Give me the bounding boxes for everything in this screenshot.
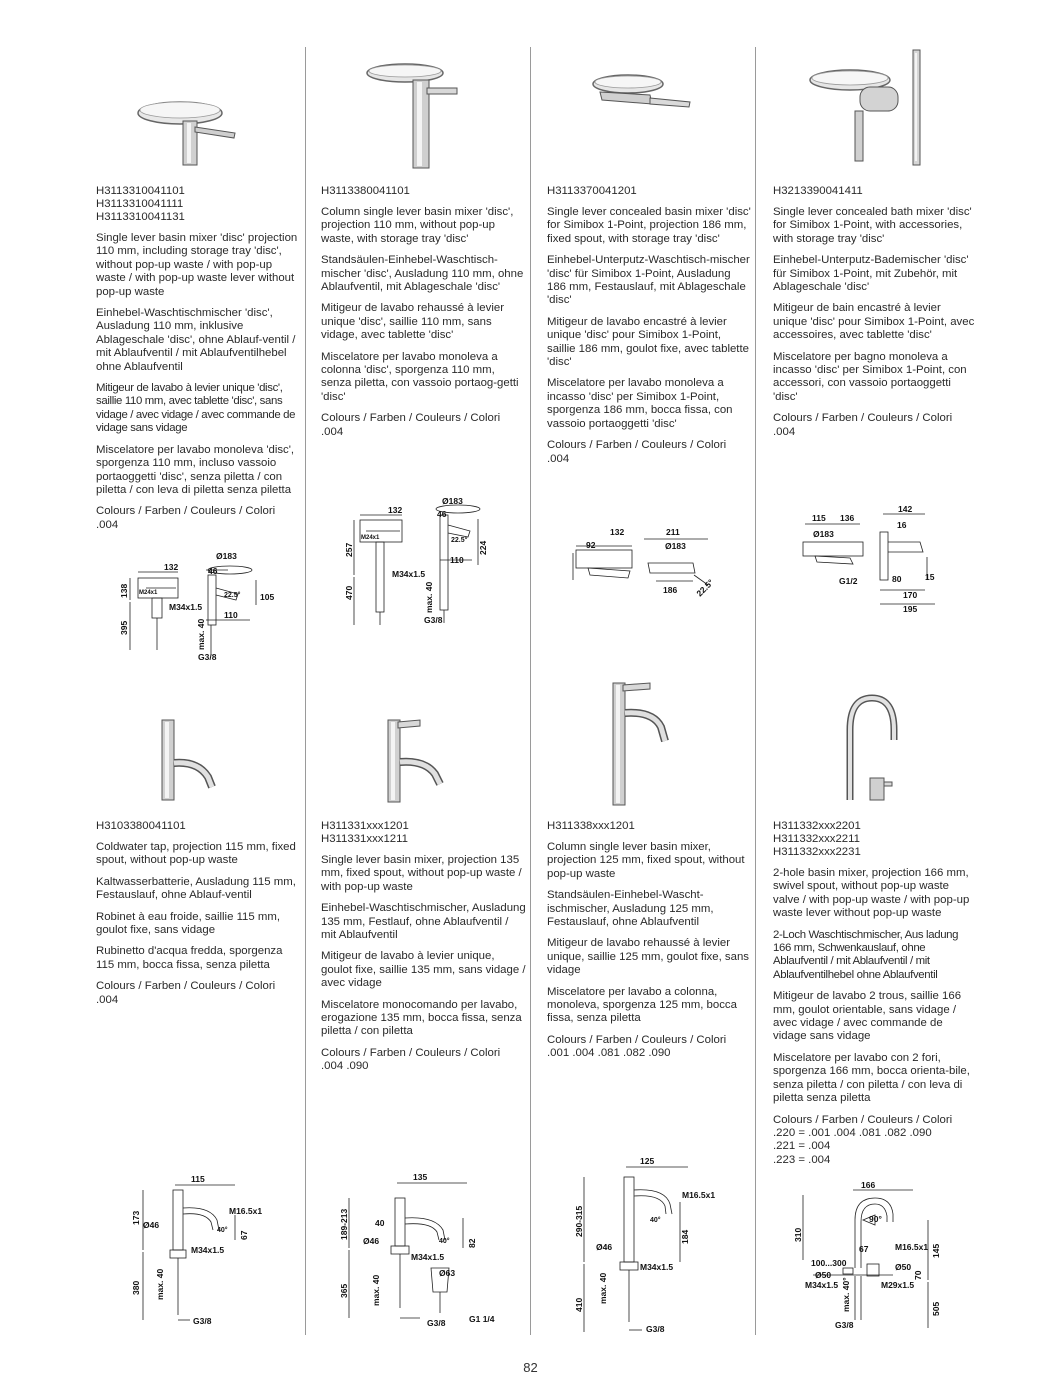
dim-label: G3/8 (193, 1316, 212, 1326)
product-codes (96, 185, 301, 224)
column-divider (305, 695, 306, 1335)
dim-label: 15 (925, 572, 935, 582)
dim-label: Ø183 (813, 529, 834, 539)
dim-label: 110 (450, 555, 464, 565)
technical-drawing (335, 1168, 510, 1338)
dim-label: M34x1.5 (392, 569, 426, 579)
dim-label: max. 40 (371, 1274, 381, 1306)
dim-label: 189-213 (339, 1208, 349, 1240)
desc-en: Single lever concealed bath mixer 'disc' for Simibox 1-Point, with accessories, with storage tray 'disc' (773, 206, 972, 245)
dim-label: 380 (131, 1280, 141, 1295)
dim-label: Ø183 (216, 551, 237, 561)
dim-label: max. 40 (155, 1268, 165, 1300)
dim-label: Ø46 (596, 1242, 613, 1252)
colours (547, 439, 752, 466)
product-description (321, 185, 526, 439)
dim-label: 310 (793, 1227, 803, 1242)
desc-de: Standsäulen-Einhebel-Waschtisch-mischer 'disc', Ausladung 110 mm, ohne Ablaufventil, mit Ablageschale 'disc' (321, 254, 524, 294)
desc-de: Einhebel-Waschtischmischer, Ausladung 135 mm, Festlauf, ohne Ablaufventil / mit Ablaufventil (321, 902, 526, 942)
dim-label: 92 (586, 540, 596, 550)
dim-label: 505 (931, 1301, 941, 1316)
dim-label: 290-315 (574, 1205, 584, 1237)
product-image-2-hole-basin-mixer (840, 690, 920, 805)
desc-en: Single lever basin mixer 'disc' projection 110 mm, including storage tray 'disc', without pop-up waste / with pop-up waste / with pop-up waste lever without pop-up waste (96, 232, 298, 298)
dim-label: 110 (224, 610, 238, 620)
product-image-disc-basin-mixer (135, 95, 245, 170)
desc-de: 2-Loch Waschtischmischer, Aus ladung 166 mm, Schwenkauslauf, ohne Ablaufventil / mit Ablaufventil / mit Ablaufventilhebel ohne Ablaufventil (773, 928, 959, 981)
dim-label: 16 (897, 520, 907, 530)
product-codes (773, 185, 978, 198)
colours (773, 1114, 978, 1168)
colours-label: Colours / Farben / Couleurs / Colori (321, 1046, 501, 1059)
colours (321, 1047, 526, 1074)
colours-label: Colours / Farben / Couleurs / Colori (547, 439, 727, 452)
dim-label: 135 (413, 1172, 428, 1182)
dim-label: 257 (344, 542, 354, 557)
dim-label: 80 (892, 574, 902, 584)
desc-de: Kaltwasserbatterie, Ausladung 115 mm, Festauslauf, ohne Ablauf-ventil (96, 875, 296, 902)
desc-en: Single lever basin mixer, projection 135 mm, fixed spout, without pop-up waste / with pop-up waste (321, 854, 522, 893)
technical-drawing (125, 1170, 275, 1335)
product-description (547, 185, 752, 466)
product-code: H3113370041201 (547, 185, 637, 197)
dim-label: G3/8 (198, 652, 217, 662)
dim-label: G3/8 (427, 1318, 446, 1328)
colours-label: Colours / Farben / Couleurs / Colori (321, 412, 501, 425)
desc-de: Standsäulen-Einhebel-Wascht-ischmischer, Ausladung 125 mm, Festauslauf, ohne Ablaufventil (547, 889, 714, 929)
dim-label: 136 (840, 513, 855, 523)
dim-label: Ø46 (143, 1220, 160, 1230)
dim-label: max. 40 (196, 618, 206, 650)
colours (773, 412, 978, 439)
colour-codes: .223 = .004 (773, 1153, 831, 1166)
dim-label: 90° (869, 1214, 882, 1224)
dim-label: Ø183 (665, 541, 686, 551)
technical-drawing (795, 502, 945, 617)
column-divider (755, 47, 756, 695)
dim-label: 132 (164, 562, 179, 572)
desc-fr: Mitigeur de lavabo rehaussé à levier unique, saillie 125 mm, goulot fixe, sans vidage (547, 937, 749, 977)
dim-label: M34x1.5 (191, 1245, 225, 1255)
colours (96, 505, 301, 532)
product-code: H311332xxx2201 (773, 820, 861, 832)
dim-label: 145 (931, 1243, 941, 1258)
desc-fr: Mitigeur de bain encastré à levier unique 'disc' pour Simibox 1-Point, avec accessoires, avec tablette 'disc' (773, 302, 975, 342)
dim-label: 40 (375, 1218, 385, 1228)
dim-label: M34x1.5 (169, 602, 203, 612)
dim-label: 67 (239, 1230, 249, 1240)
dim-label: M24x1 (361, 535, 380, 541)
product-description (547, 820, 752, 1061)
product-code: H3113310041101 (96, 185, 185, 197)
dim-label: 410 (574, 1297, 584, 1312)
dim-label: 470 (344, 585, 354, 600)
dim-label: 138 (119, 583, 129, 598)
desc-it: Miscelatore per lavabo monoleva a colonna 'disc', sporgenza 110 mm, senza piletta, con vassoio portaog-getti 'disc' (321, 350, 519, 403)
product-code: H311332xxx2211 (773, 833, 860, 845)
colours-label: Colours / Farben / Couleurs / Colori (547, 1033, 727, 1046)
dim-label: 40° (650, 1217, 661, 1224)
dim-label: max. 40 (598, 1272, 608, 1304)
dim-label: 173 (131, 1210, 141, 1225)
product-codes (773, 820, 978, 859)
colour-codes: .004 (547, 452, 570, 465)
dim-label: M34x1.5 (411, 1252, 445, 1262)
dim-label: 186 (663, 585, 678, 595)
dim-label: 46 (208, 566, 218, 576)
product-codes (96, 820, 301, 833)
dim-label: 395 (119, 620, 129, 635)
colours-label: Colours / Farben / Couleurs / Colori (773, 412, 953, 425)
colour-codes: .004 (773, 425, 796, 438)
dim-label: 40° (439, 1238, 450, 1245)
dim-label: G1/2 (839, 576, 858, 586)
desc-it: Miscelatore per lavabo con 2 fori, sporgenza 166 mm, bocca orienta-bile, senza piletta / con piletta / con leva di piletta senza piletta (773, 1051, 970, 1105)
column-divider (305, 47, 306, 695)
column-divider (530, 695, 531, 1335)
product-description (96, 820, 301, 1007)
product-code: H3103380041101 (96, 820, 186, 832)
dim-label: max. 40° (841, 1277, 851, 1312)
colours-label: Colours / Farben / Couleurs / Colori (773, 1113, 953, 1126)
colours (547, 1034, 752, 1061)
dim-label: 195 (903, 604, 918, 614)
product-codes (321, 820, 526, 846)
dim-label: M34x1.5 (640, 1262, 674, 1272)
colour-codes: .220 = .001 .004 .081 .082 .090 (773, 1126, 932, 1139)
dim-label: Ø183 (442, 496, 463, 506)
dim-label: 132 (388, 505, 403, 515)
desc-it: Miscelatore per lavabo monoleva a incasso 'disc' per Simibox 1-Point, sporgenza 186 mm, bocca fissa, con vassoio portaoggetti 'disc' (547, 377, 733, 430)
desc-en: 2-hole basin mixer, projection 166 mm, swivel spout, without pop-up waste valve / with pop-up waste / with pop-up waste lever without pop-up waste (773, 867, 970, 920)
product-description (321, 820, 526, 1074)
product-codes (321, 185, 526, 198)
dim-label: 125 (640, 1156, 655, 1166)
colour-codes: .004 (321, 425, 344, 438)
product-description (96, 185, 301, 532)
product-image-disc-concealed-bath-mixer (805, 45, 935, 170)
technical-drawing (340, 495, 505, 630)
dim-label: G3/8 (835, 1320, 854, 1330)
dim-label: 82 (467, 1238, 477, 1248)
desc-fr: Mitigeur de lavabo 2 trous, saillie 166 mm, goulot orientable, sans vidage / avec vidage / avec commande de vidage sans vidage (773, 990, 962, 1043)
desc-de: Einhebel-Unterputz-Bademischer 'disc' für Simibox 1-Point, mit Zubehör, mit Ablageschale 'disc' (773, 254, 969, 294)
colours-label: Colours / Farben / Couleurs / Colori (96, 505, 276, 518)
dim-label: M24x1 (139, 590, 158, 596)
technical-drawing (570, 1152, 720, 1337)
dim-label: 224 (478, 540, 488, 555)
product-code: H311332xxx2231 (773, 846, 861, 858)
dim-label: max. 40 (424, 581, 434, 613)
desc-fr: Robinet à eau froide, saillie 115 mm, goulot fixe, sans vidage (96, 910, 281, 937)
desc-de: Einhebel-Waschtischmischer 'disc', Ausladung 110 mm, inklusive Ablageschale 'disc', ohne Ablauf-ventil / mit Ablaufventil / mit Ablaufventilhebel ohne Ablaufventil (96, 307, 296, 373)
desc-fr: Mitigeur de lavabo à levier unique 'disc', saillie 110 mm, avec tablette 'disc', sans vidage / avec vidage / avec commande de vidage sans vidage (96, 382, 296, 435)
desc-en: Column single lever basin mixer 'disc', projection 110 mm, without pop-up waste, with storage tray 'disc' (321, 206, 514, 245)
product-description (773, 820, 978, 1167)
dim-label: 70 (913, 1270, 923, 1280)
dim-label: 105 (260, 592, 275, 602)
desc-fr: Mitigeur de lavabo rehaussé à levier unique 'disc', saillie 110 mm, sans vidage, avec tablette 'disc' (321, 302, 504, 342)
product-code: H3213390041411 (773, 185, 863, 197)
product-image-column-basin-mixer-125 (605, 675, 685, 810)
dim-label: 100...300 (811, 1258, 847, 1268)
dim-label: 22.5° (694, 577, 716, 599)
dim-label: 132 (610, 527, 625, 537)
desc-fr: Mitigeur de lavabo encastré à levier unique 'disc' pour Simibox 1-Point, saillie 186 mm, goulot fixe, avec tablette 'disc' (547, 315, 749, 369)
dim-label: 142 (898, 504, 913, 514)
dim-label: 115 (191, 1174, 205, 1184)
colours (321, 412, 526, 439)
product-image-disc-concealed-basin-mixer (590, 70, 700, 115)
dim-label: 211 (666, 527, 680, 537)
product-image-coldwater-tap (150, 715, 230, 805)
dim-label: 166 (861, 1180, 876, 1190)
colours (96, 980, 301, 1007)
product-codes (547, 820, 752, 833)
dim-label: G1 1/4 (469, 1314, 495, 1324)
dim-label: 115 (812, 513, 826, 523)
technical-drawing (783, 1180, 953, 1335)
dim-label: Ø63 (439, 1268, 456, 1278)
technical-drawing (118, 550, 278, 665)
product-image-basin-mixer-135 (380, 712, 460, 807)
desc-en: Column single lever basin mixer, projection 125 mm, fixed spout, without pop-up waste (547, 841, 745, 880)
dim-label: M16.5x1 (895, 1242, 929, 1252)
dim-label: 22.5° (451, 537, 468, 544)
colour-codes: .001 .004 .081 .082 .090 (547, 1047, 671, 1060)
desc-it: Miscelatore per lavabo a colonna, monoleva, sporgenza 125 mm, bocca fissa, senza piletta (547, 985, 737, 1025)
desc-en: Single lever concealed basin mixer 'disc' for Simibox 1-Point, projection 186 mm, fixed spout, with storage tray 'disc' (547, 206, 751, 245)
dim-label: 67 (859, 1244, 869, 1254)
page-number: 82 (523, 1360, 538, 1375)
dim-label: Ø46 (363, 1236, 380, 1246)
dim-label: 40° (217, 1227, 228, 1234)
desc-it: Miscelatore per bagno monoleva a incasso 'disc' per Simibox 1-Point, con accessori, con vassoio portaoggetti 'disc' (773, 350, 967, 403)
dim-label: Ø50 (895, 1262, 912, 1272)
desc-it: Miscelatore per lavabo monoleva 'disc', sporgenza 110 mm, incluso vassoio portaoggetti 'disc', senza piletta / con piletta / con leva di piletta senza piletta (96, 443, 295, 496)
dim-label: G3/8 (424, 615, 443, 625)
dim-label: 22.5° (224, 592, 241, 599)
product-image-disc-column-mixer (365, 58, 475, 173)
dim-label: M29x1.5 (881, 1280, 915, 1290)
dim-label: M16.5x1 (682, 1190, 716, 1200)
product-code: H311331xxx1211 (321, 833, 408, 845)
desc-it: Miscelatore monocomando per lavabo, erogazione 135 mm, bocca fissa, senza piletta / con piletta (321, 998, 522, 1038)
dim-label: M16.5x1 (229, 1206, 263, 1216)
product-description (773, 185, 978, 439)
product-code: H3113380041101 (321, 185, 410, 197)
desc-fr: Mitigeur de lavabo à levier unique, goulot fixe, saillie 135 mm, sans vidage / avec vidage (321, 950, 526, 990)
product-codes (547, 185, 752, 198)
dim-label: 170 (903, 590, 918, 600)
desc-de: Einhebel-Unterputz-Waschtisch-mischer 'disc' für Simibox 1-Point, Ausladung 186 mm, Festauslauf, mit Ablageschale 'disc' (547, 254, 750, 307)
product-code: H3113310041131 (96, 211, 185, 223)
dim-label: M34x1.5 (805, 1280, 839, 1290)
dim-label: G3/8 (646, 1324, 665, 1334)
colours-label: Colours / Farben / Couleurs / Colori (96, 980, 276, 993)
colour-codes: .004 .090 (321, 1060, 369, 1073)
colour-codes: .004 (96, 993, 119, 1006)
colour-codes: .004 (96, 518, 119, 531)
column-divider (530, 47, 531, 695)
dim-label: 184 (680, 1229, 690, 1244)
desc-en: Coldwater tap, projection 115 mm, fixed spout, without pop-up waste (96, 841, 296, 867)
technical-drawing (568, 525, 728, 600)
column-divider (755, 695, 756, 1335)
product-code: H311338xxx1201 (547, 820, 635, 832)
colour-codes: .221 = .004 (773, 1140, 831, 1153)
desc-it: Rubinetto d'acqua fredda, sporgenza 115 mm, bocca fissa, senza piletta (96, 945, 283, 971)
dim-label: 365 (339, 1283, 349, 1298)
dim-label: Ø50 (815, 1270, 832, 1280)
product-code: H311331xxx1201 (321, 820, 409, 832)
product-code: H3113310041111 (96, 198, 184, 210)
dim-label: 46 (437, 509, 447, 519)
